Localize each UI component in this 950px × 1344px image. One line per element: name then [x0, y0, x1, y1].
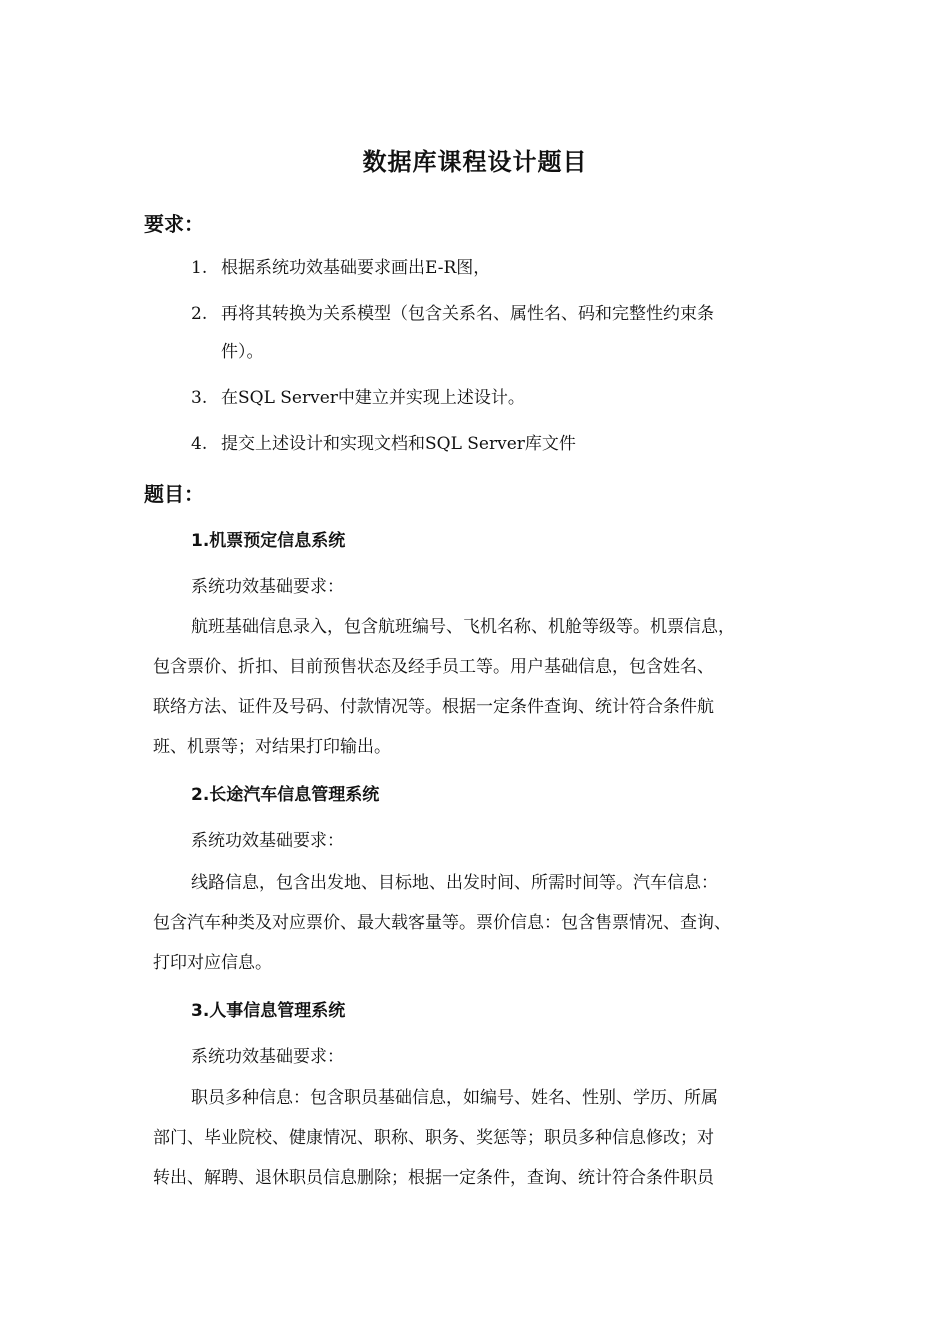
requirement-text-continued: 件）。 [221, 342, 264, 362]
paragraph-line: 包含汽车种类及对应票价、最大载客量等。票价信息：包含售票情况、查询、 [153, 913, 731, 933]
topic-title-2: 2.长途汽车信息管理系统 [191, 785, 380, 805]
paragraph-line: 联络方法、证件及号码、付款情况等。根据一定条件查询、统计符合条件航 [153, 697, 714, 717]
paragraph-line: 职员多种信息：包含职员基础信息，如编号、姓名、性别、学历、所属 [191, 1088, 718, 1108]
paragraph-line: 航班基础信息录入，包含航班编号、飞机名称、机舱等级等。机票信息， [191, 617, 735, 637]
topic-description-2 [153, 863, 803, 983]
requirement-number: 1. [191, 258, 208, 278]
requirement-item-2 [191, 295, 791, 371]
topics-heading: 题目： [144, 482, 204, 506]
requirement-item-3 [191, 379, 791, 417]
requirement-text: 根据系统功效基础要求画出E-R图， [221, 258, 491, 278]
requirement-text: 在SQL Server中建立并实现上述设计。 [221, 388, 525, 408]
topic-title-1: 1.机票预定信息系统 [191, 531, 346, 551]
paragraph-line: 转出、解聘、退休职员信息删除；根据一定条件，查询、统计符合条件职员 [153, 1168, 714, 1188]
topic-requirements-label-2: 系统功效基础要求： [191, 831, 344, 851]
topic-description-1 [153, 607, 803, 767]
paragraph-line: 打印对应信息。 [153, 953, 272, 973]
requirement-text: 提交上述设计和实现文档和SQL Server库文件 [221, 434, 576, 454]
requirement-item-4 [191, 425, 791, 463]
paragraph-line: 线路信息，包含出发地、目标地、出发时间、所需时间等。汽车信息： [191, 873, 718, 893]
topic-requirements-label-1: 系统功效基础要求： [191, 577, 344, 597]
requirement-number: 3. [191, 388, 208, 408]
requirement-item-1 [191, 249, 791, 287]
document-title: 数据库课程设计题目 [362, 148, 588, 176]
topic-description-3 [153, 1078, 803, 1198]
topic-requirements-label-3: 系统功效基础要求： [191, 1047, 344, 1067]
requirements-heading: 要求： [144, 212, 204, 236]
topic-title-3: 3.人事信息管理系统 [191, 1001, 346, 1021]
paragraph-line: 部门、毕业院校、健康情况、职称、职务、奖惩等；职员多种信息修改；对 [153, 1128, 714, 1148]
paragraph-line: 包含票价、折扣、目前预售状态及经手员工等。用户基础信息，包含姓名、 [153, 657, 714, 677]
requirement-number: 4. [191, 434, 208, 454]
requirement-text: 再将其转换为关系模型（包含关系名、属性名、码和完整性约束条 [221, 304, 714, 324]
requirement-number: 2. [191, 304, 208, 324]
paragraph-line: 班、机票等；对结果打印输出。 [153, 737, 391, 757]
